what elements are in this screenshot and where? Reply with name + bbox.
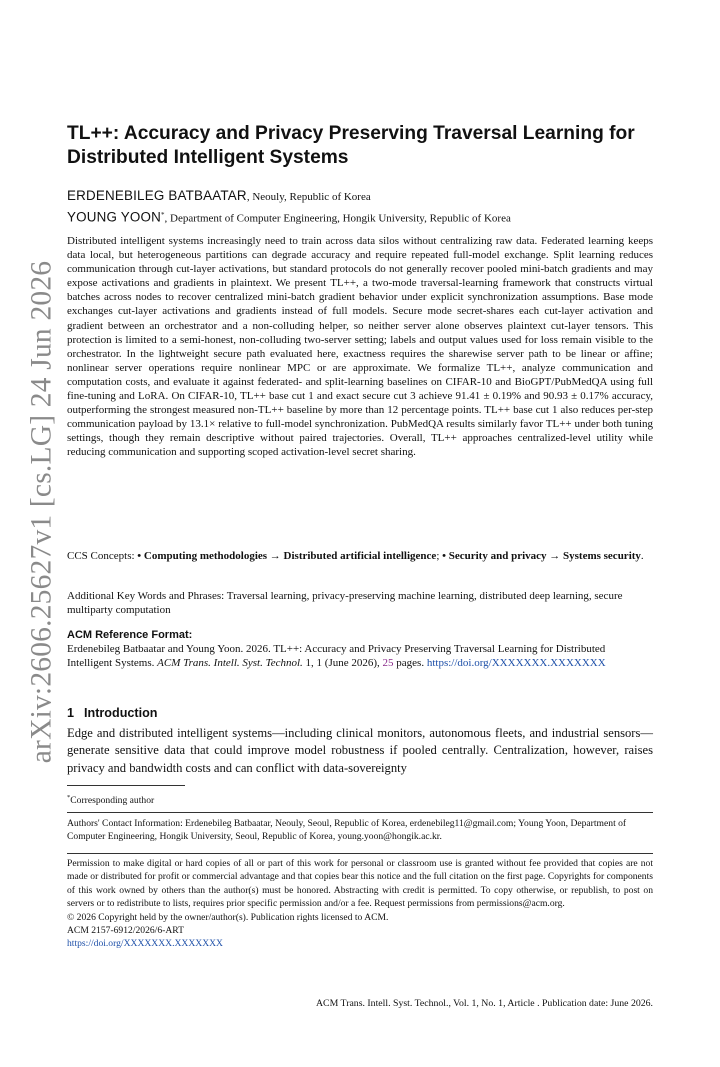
ccs-item: Security and privacy → Systems security bbox=[448, 550, 641, 562]
keywords-text: Traversal learning, privacy-preserving machine learning, distributed deep learning, secure multiparty computation bbox=[67, 590, 623, 617]
footnote-mark: * bbox=[67, 794, 71, 801]
acm-reference-heading: ACM Reference Format: bbox=[67, 629, 193, 641]
keywords-label: Additional Key Words and Phrases: bbox=[67, 590, 227, 602]
footnote bbox=[67, 791, 154, 807]
ccs-concepts bbox=[67, 549, 653, 563]
section-number: 1 bbox=[67, 706, 75, 720]
author-name: YOUNG YOON bbox=[67, 209, 162, 225]
footnote-text: Corresponding author bbox=[70, 795, 155, 807]
journal-name: ACM Trans. Intell. Syst. Technol. bbox=[157, 657, 303, 670]
author-block bbox=[67, 187, 653, 228]
acm-reference-text bbox=[67, 642, 653, 670]
ccs-separator: ; bbox=[436, 550, 443, 562]
acm-reference bbox=[67, 628, 653, 671]
page-count-link[interactable]: 25 bbox=[382, 657, 394, 670]
ccs-end: . bbox=[640, 550, 644, 562]
paper-title: TL++: Accuracy and Privacy Preserving Traversal Learning for Distributed Intelligent Systems bbox=[67, 123, 635, 168]
author-line bbox=[67, 187, 653, 206]
author-affiliation: , Department of Computer Engineering, Hongik University, Republic of Korea bbox=[164, 212, 511, 225]
reference-body: Erdenebileg Batbaatar and Young Yoon. 2026. TL++: Accuracy and Privacy Preserving Traversal Learning for Distributed Intelligent Systems. bbox=[67, 643, 606, 670]
author-line bbox=[67, 206, 653, 228]
intro-paragraph: Edge and distributed intelligent systems—including clinical monitors, autonomous fleets, and industrial sensors—generate sensitive data that could improve model robustness if pooled centrally. Centralization, however, raises privacy and bandwidth costs and can conflict with data-sovereignty bbox=[67, 726, 653, 775]
ccs-bullet: • bbox=[442, 550, 446, 562]
author-affiliation: , Neouly, Republic of Korea bbox=[246, 191, 371, 203]
ccs-label: CCS Concepts: bbox=[67, 550, 138, 562]
corresponding-mark: * bbox=[161, 211, 165, 219]
footnote-rule bbox=[67, 785, 185, 786]
arxiv-identifier: arXiv:2606.25627v1 [cs.LG] 24 Jun 2026 bbox=[25, 260, 58, 764]
issn-line: ACM 2157-6912/2026/6-ART bbox=[67, 925, 184, 937]
doi-link[interactable]: https://doi.org/XXXXXXX.XXXXXXX bbox=[67, 938, 223, 950]
copyright-line: © 2026 Copyright held by the owner/author(s). Publication rights licensed to ACM. bbox=[67, 911, 389, 923]
contact-information: Authors' Contact Information: Erdenebileg Batbaatar, Neouly, Seoul, Republic of Korea, erdenebileg11@gmail.com; Young Yoon, Department of Computer Engineering, Hongik University, Seoul, Republic of Korea, young.yoon@hongik.ac.kr. bbox=[67, 812, 653, 843]
doi-link[interactable]: https://doi.org/XXXXXXX.XXXXXXX bbox=[426, 657, 606, 670]
reference-pages-suffix: pages. bbox=[393, 657, 427, 670]
section-heading bbox=[67, 706, 157, 720]
ccs-bullet: • bbox=[137, 550, 142, 562]
reference-details: 1, 1 (June 2026), bbox=[302, 657, 383, 670]
ccs-item: Computing methodologies → Distributed artificial intelligence bbox=[143, 550, 437, 562]
abstract: Distributed intelligent systems increasingly need to train across data silos without centralizing raw data. Federated learning keeps data local, but heterogeneous partitions can degrade accuracy and require repeated full-model exchange. Split learning reduces communication through cut-layer activations, but standard protocols do not generally recover pooled mini-batch gradients and may expose activations and gradients in plaintext. We present TL++, a two-mode traversal-learning framework that constructs virtual batches across nodes to recover centralized mini-batch gradient behavior under explicit synchronization assumptions. Base mode exchanges cut-layer activations and gradients instead of full models. Secure mode secret-shares each cut-layer activation and gradient between an orchestrator and a non-colluding helper, so neither server alone observes plaintext cut-layer tensors. This protection is limited to a semi-honest, non-colluding two-server setting; labels and output values used for loss remain visible to the orchestrator. In the lightweight secure path evaluated here, exactness requires the sharewise server path to be linear or affine; nonlinear server operations require nonlinear MPC or are approximate. We formalize TL++, analyze communication and computation costs, and evaluate it against federated- and split-learning baselines on CIFAR-10 and BioGPT/PubMedQA using full fine-tuning and LoRA. On CIFAR-10, TL++ base cut 1 and exact secure cut 3 achieve 91.41 ± 0.19% and 90.93 ± 0.17% accuracy, outperforming the strongest measured non-TL++ baseline by more than 12 percentage points. TL++ base cut 1 also reduces per-step communication payload by 13.1× relative to full-model synchronization. PubMedQA results similarly favor TL++ under both tuning settings, though they remain descriptive without paired trajectories. Overall, TL++ approaches centralized-level utility while reducing communication and supporting scoped activation-level secret sharing. bbox=[67, 235, 653, 459]
section-title: Introduction bbox=[84, 706, 158, 720]
running-footer: ACM Trans. Intell. Syst. Technol., Vol. 1, No. 1, Article . Publication date: June 2026. bbox=[315, 998, 653, 1009]
arxiv-sidebar bbox=[24, 262, 60, 762]
permission-notice bbox=[67, 853, 653, 951]
author-name: ERDENEBILEG BATBAATAR bbox=[67, 188, 247, 203]
keywords bbox=[67, 589, 653, 617]
permission-text: Permission to make digital or hard copies of all or part of this work for personal or classroom use is granted without fee provided that copies are not made or distributed for profit or commercial advantage and that copies bear this notice and the full citation on the first page. Copyrights for components of this work owned by others than the author(s) must be honored. Abstracting with credit is permitted. To copy otherwise, or republish, to post on servers or to redistribute to lists, requires prior specific permission and/or a fee. Request permissions from permissions@acm.org. bbox=[67, 858, 653, 910]
